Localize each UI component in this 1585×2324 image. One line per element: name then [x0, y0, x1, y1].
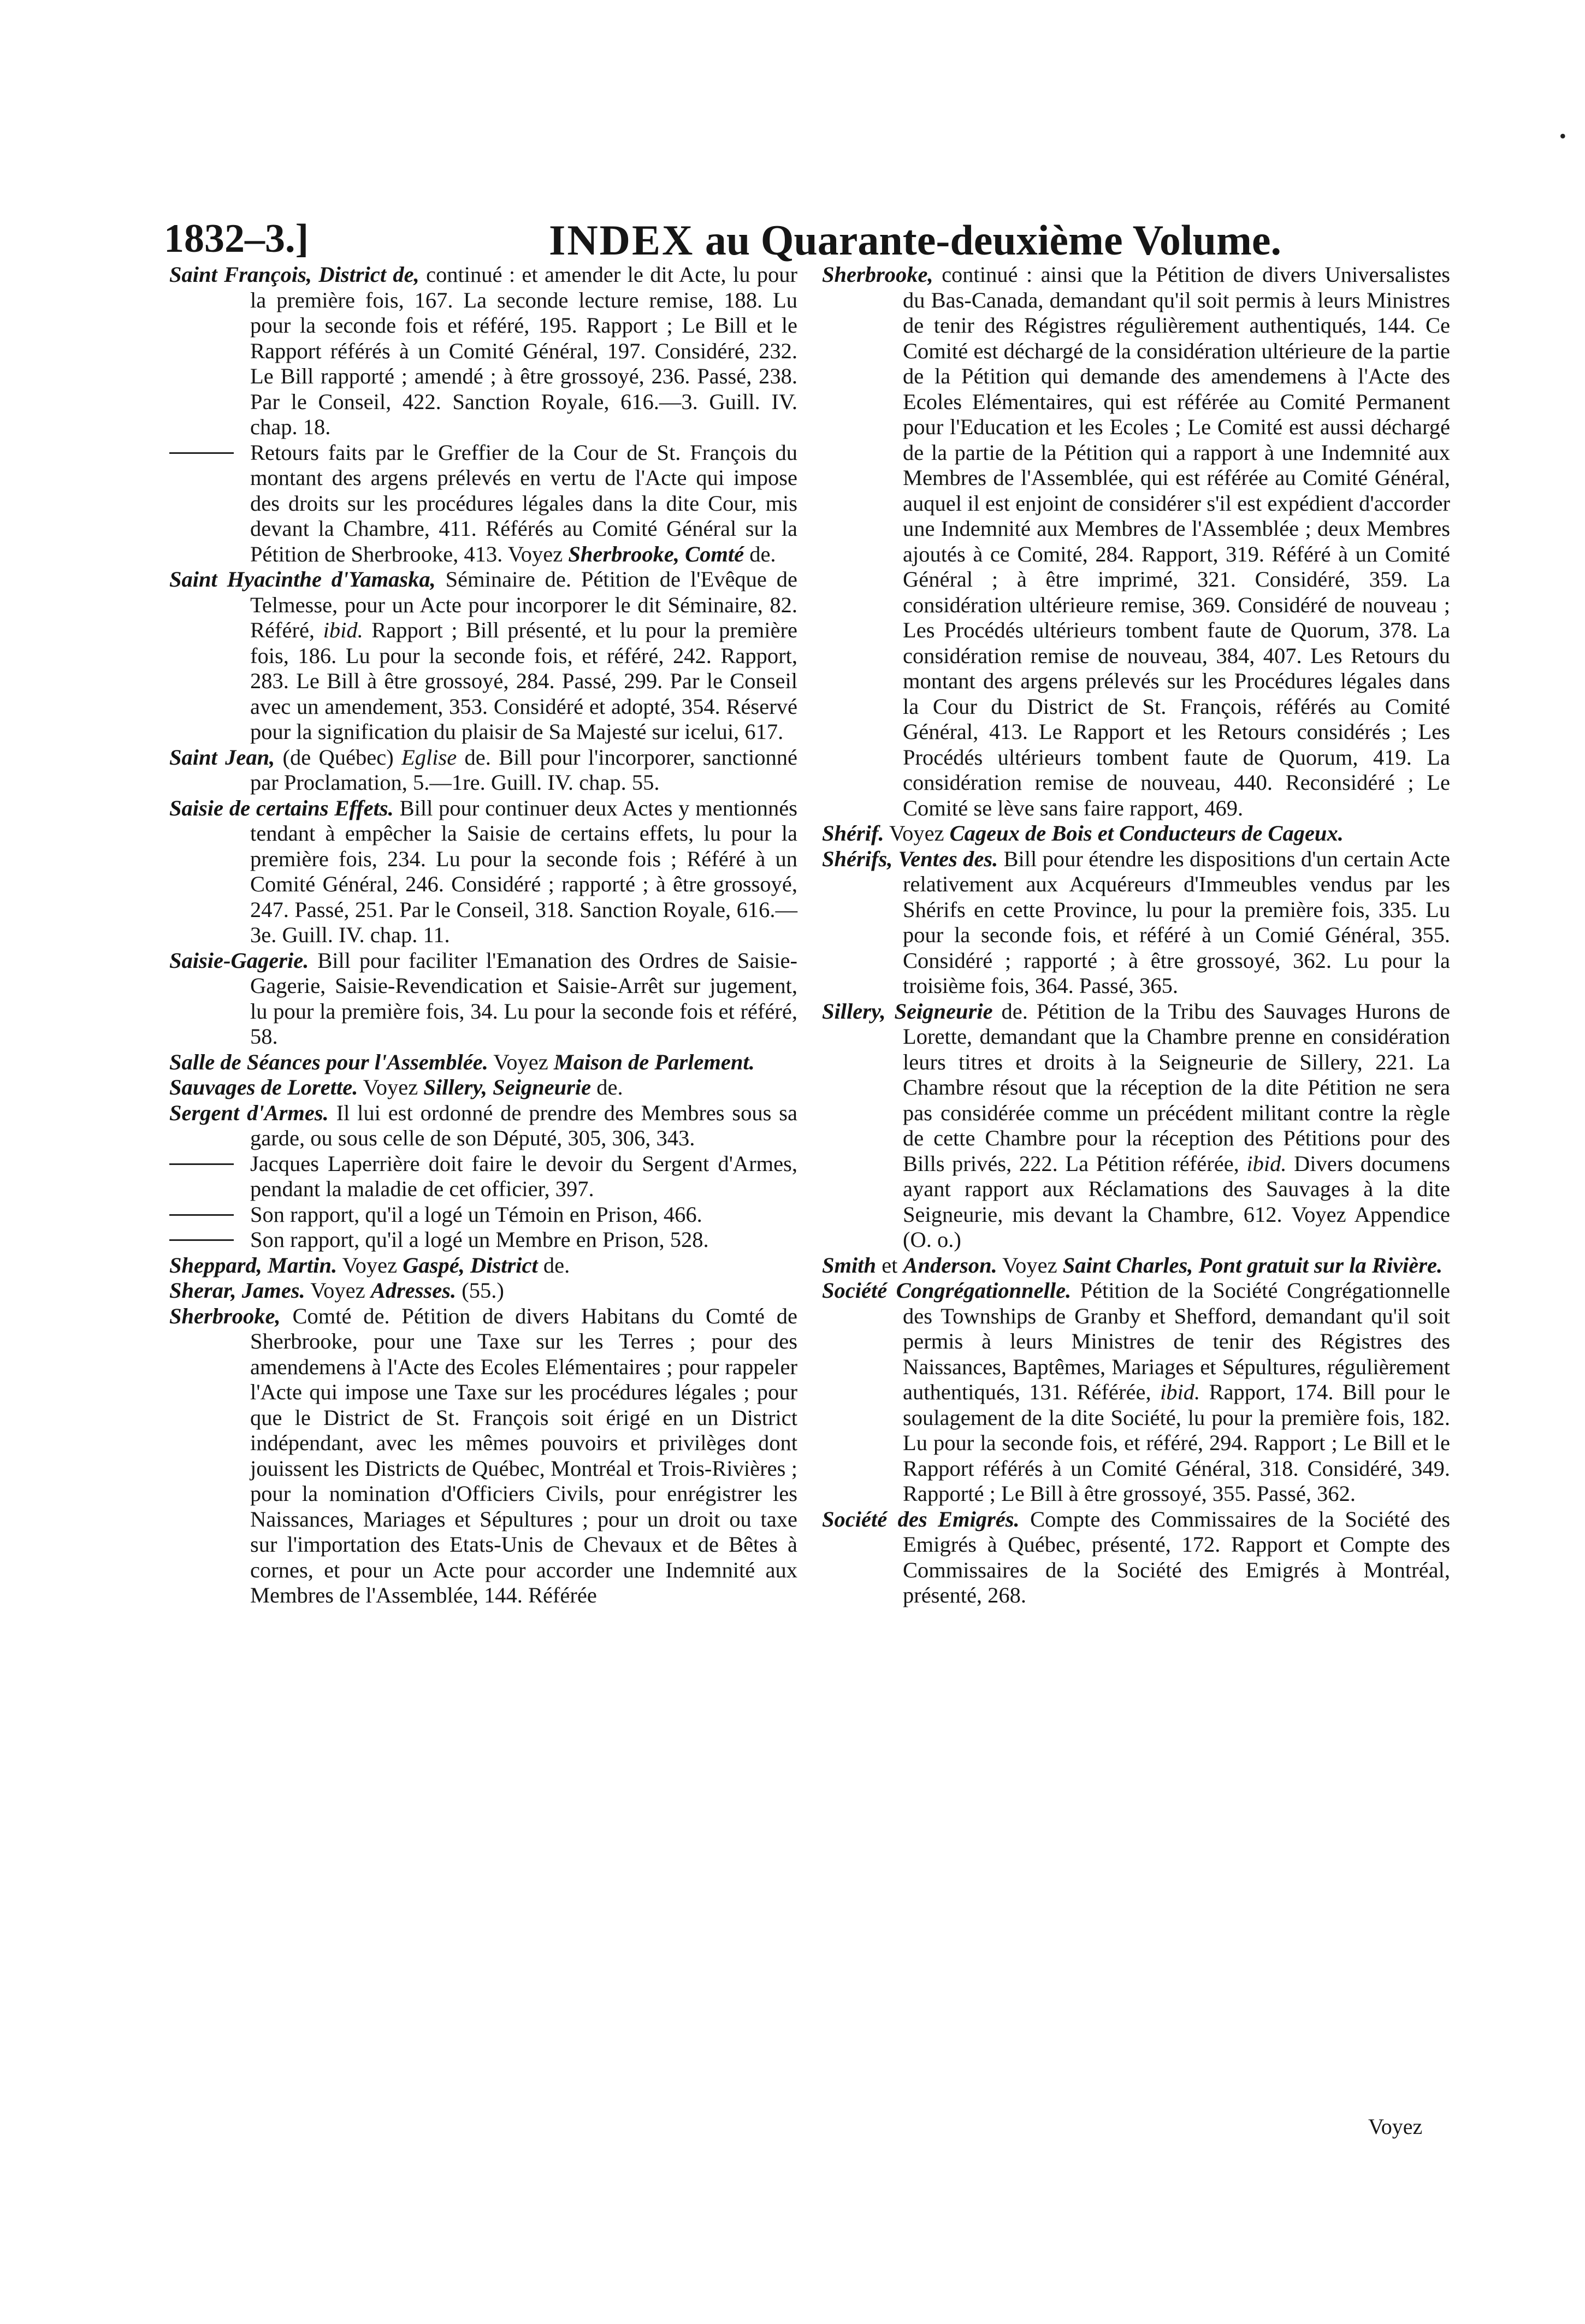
entry-heading: Sergent d'Armes.	[169, 1100, 329, 1125]
entry-text: Pétition de la Société Congrégationnelle des Townships de Granby et Shefford, demandant qu'il soit permis à leurs Ministres de tenir des Régistres des Naissances, Baptêmes, Mariages et Sépultures, régulièrement authentiqués, 131. Référée,	[903, 1278, 1450, 1404]
entry-heading: Shérif.	[822, 821, 884, 845]
entry-text: Bill pour faciliter l'Emanation des Ordres de Saisie-Gagerie, Saisie-Revendication et Saisie-Arrêt sur jugement, lu pour la première fois, 34. Lu pour la seconde fois et référé, 58.	[250, 948, 797, 1049]
entry-text: continué : ainsi que la Pétition de divers Universalistes du Bas-Canada, demandant qu'il soit permis à leurs Ministres de tenir des Régistres régulièrement authentiqués, 144. Ce Comité est déchargé de la considération ultérieure de la partie de la Pétition qui demande des amendemens à l'Acte des Ecoles Elémentaires, qui est référée au Comité Permanent pour l'Education et les Ecoles ; Le Comité est aussi déchargé de la partie de la Pétition qui a rapport à une Indemnité aux Membres de l'Assemblée, qui est référée au Comité Général, auquel il est enjoint de considérer s'il est expédient d'accorder une Indemnité aux Membres de l'Assemblée ; deux Membres ajoutés à ce Comité, 284. Rapport, 319. Référé à un Comité Général ; à être imprimé, 321. Considéré, 359. La considération ultérieure remise, 369. Considéré de nouveau ; Les Procédés ultérieurs tombent faute de Quorum, 378. La considération remise de nouveau, 384, 407. Les Retours du montant des argens prélevés sur les Procédures légales dans la Cour du District de St. François, référés au Comité Général, 413. Le Rapport et les Retours considérés ; Les Procédés ultérieurs tombent faute de Quorum, 419. La considération remise de nouveau, 440. Reconsidéré ; Le Comité se lève sans faire rapport, 469.	[903, 262, 1450, 820]
entry-sauvages-de-lorette	[169, 1075, 797, 1101]
entry-text: Bill pour étendre les dispositions d'un certain Acte relativement aux Acquéreurs d'Immeubles vendus par les Shérifs en cette Province, lu pour la première fois, 335. Lu pour la seconde fois, et référé à un Comié Général, 355. Considéré ; rapporté ; à être grossoyé, 362. Lu pour la troisième fois, 364. Passé, 365.	[903, 846, 1450, 998]
entry-saint-jean	[169, 745, 797, 796]
subentry-laperriere	[169, 1151, 797, 1202]
left-column	[169, 262, 797, 1609]
ibid-ref: ibid.	[1246, 1151, 1287, 1176]
entry-text: Voyez	[488, 1049, 554, 1074]
entry-sillery	[822, 999, 1450, 1253]
entry-text: Son rapport, qu'il a logé un Membre en Prison, 528.	[250, 1227, 709, 1252]
entry-text: de.	[537, 1252, 570, 1278]
entry-saisie-gagerie	[169, 948, 797, 1050]
header-title	[549, 216, 1281, 265]
entry-text: Il lui est ordonné de prendre des Membres sous sa garde, ou sous celle de son Député, 305, 306, 343.	[250, 1100, 797, 1150]
entry-heading: Saint Hyacinthe d'Yamaska,	[169, 567, 436, 592]
entry-heading-2: Anderson.	[903, 1252, 997, 1278]
entry-text: Jacques Laperrière doit faire le devoir du Sergent d'Armes, pendant la maladie de cet officier, 397.	[250, 1151, 797, 1201]
entry-smith-anderson	[822, 1253, 1450, 1279]
entry-heading: Smith	[822, 1252, 877, 1278]
entry-heading: Saisie-Gagerie.	[169, 948, 309, 973]
cross-reference: Adresses.	[370, 1278, 457, 1303]
entry-sergent-d-armes	[169, 1101, 797, 1151]
entry-heading: Société des Emigrés.	[822, 1506, 1020, 1531]
cross-reference: Saint Charles, Pont gratuit sur la Rivière.	[1062, 1252, 1443, 1278]
subentry-temoin-prison	[169, 1202, 797, 1228]
entry-heading: Saint Jean,	[169, 744, 275, 770]
header-title-index: INDEX	[549, 216, 695, 264]
entry-heading: Société Congrégationnelle.	[822, 1278, 1072, 1303]
entry-text: de.	[591, 1075, 623, 1099]
subentry-membre-prison	[169, 1227, 797, 1253]
entry-heading: Sillery, Seigneurie	[822, 998, 993, 1024]
entry-text: (de Québec)	[275, 744, 401, 770]
entry-sherar	[169, 1278, 797, 1304]
ibid-ref: ibid.	[1160, 1380, 1200, 1404]
entry-text: de. Bill pour l'incorporer, sanctionné par Proclamation, 5.—1re. Guill. IV. chap. 55.	[250, 744, 797, 795]
catchword: Voyez	[1368, 2114, 1423, 2139]
entry-heading: Sheppard, Martin.	[169, 1252, 338, 1278]
entry-text: Rapport ; Bill présenté, et lu pour la première fois, 186. Lu pour la seconde fois, et référé, 242. Rapport, 283. Le Bill à être grossoyé, 284. Passé, 299. Par le Conseil avec un amendement, 353. Considéré et adopté, 354. Réservé pour la signification du plaisir de Sa Majesté sur icelui, 617.	[250, 618, 797, 744]
entry-saisie-effets	[169, 796, 797, 948]
entry-heading: Salle de Séances pour l'Assemblée.	[169, 1049, 488, 1074]
entry-heading: Sherbrooke,	[169, 1303, 281, 1328]
entry-heading: Saisie de certains Effets.	[169, 795, 394, 820]
entry-text: Retours faits par le Greffier de la Cour de St. François du montant des argens prélevés en vertu de l'Acte qui impose des droits sur les procédures légales dans la dite Cour, mis devant la Chambre, 411. Référés au Comité Général sur la Pétition de Sherbrooke, 413. Voyez	[250, 440, 797, 566]
entry-text: (55.)	[456, 1278, 504, 1303]
entry-italic: Eglise	[401, 744, 457, 770]
entry-text: Voyez	[358, 1075, 424, 1099]
cross-reference: Maison de Parlement.	[553, 1049, 755, 1074]
cross-reference: Cageux de Bois et Conducteurs de Cageux.	[949, 821, 1344, 845]
header-year: 1832–3.]	[164, 216, 309, 261]
cross-reference: Gaspé, District	[403, 1252, 538, 1278]
dash-rule	[169, 1239, 234, 1241]
subentry-retours	[169, 440, 797, 567]
entry-text: Compte des Commissaires de la Société des Emigrés à Québec, présenté, 172. Rapport et Compte des Commissaires de la Société des Emigrés à Montréal, présenté, 268.	[903, 1506, 1450, 1607]
dash-rule	[169, 452, 234, 454]
entry-text: Séminaire de. Pétition de l'Evêque de Telmesse, pour un Acte pour incorporer le dit Séminaire, 82. Référé,	[250, 567, 798, 642]
right-column	[822, 262, 1450, 1609]
ibid-ref: ibid.	[323, 618, 363, 642]
cross-reference: Sillery, Seigneurie	[423, 1075, 592, 1099]
entry-societe-congregationnelle	[822, 1278, 1450, 1507]
cross-reference: Sherbrooke, Comté	[568, 541, 744, 566]
entry-sherbrooke-comte	[169, 1304, 797, 1609]
entry-text: Bill pour continuer deux Actes y mentionnés tendant à empêcher la Saisie de certains effets, lu pour la première fois, 234. Lu pour la seconde fois ; Référé à un Comité Général, 246. Considéré ; rapporté ; à être grossoyé, 247. Passé, 251. Par le Conseil, 318. Sanction Royale, 616.—3e. Guill. IV. chap. 11.	[250, 795, 797, 947]
entry-salle-de-seances	[169, 1050, 797, 1075]
entry-heading: Saint François, District de,	[169, 262, 419, 287]
entry-text: Voyez	[337, 1252, 403, 1278]
entry-text: Rapport, 174. Bill pour le soulagement de la dite Société, lu pour la première fois, 182. Lu pour la seconde fois, et référé, 294. Rapport ; Le Bill et le Rapport référés à un Comité Général, 318. Considéré, 349. Rapporté ; Le Bill à être grossoyé, 355. Passé, 362.	[903, 1380, 1450, 1506]
entry-sherif	[822, 821, 1450, 847]
entry-text: Son rapport, qu'il a logé un Témoin en Prison, 466.	[250, 1202, 702, 1227]
entry-text: Voyez	[305, 1278, 371, 1303]
entry-text: et	[876, 1252, 903, 1278]
entry-text: continué : et amender le dit Acte, lu pour la première fois, 167. La seconde lecture remise, 188. Lu pour la seconde fois et référé, 195. Rapport ; Le Bill et le Rapport référés à un Comité Général, 197. Considéré, 232. Le Bill rapporté ; amendé ; à être grossoyé, 236. Passé, 238. Par le Conseil, 422. Sanction Royale, 616.—3. Guill. IV. chap. 18.	[250, 262, 797, 439]
entry-heading: Shérifs, Ventes des.	[822, 846, 998, 871]
entry-text: Voyez	[997, 1252, 1063, 1278]
entry-saint-francois	[169, 262, 797, 440]
dash-rule	[169, 1163, 234, 1165]
entry-sherbrooke-continue	[822, 262, 1450, 821]
entry-text: Divers documens ayant rapport aux Réclamations des Sauvages à la dite Seigneurie, mis devant la Chambre, 612. Voyez Appendice (O. o.)	[903, 1151, 1450, 1252]
corner-mark: •	[1559, 125, 1566, 147]
entry-saint-hyacinthe	[169, 567, 797, 745]
entry-text: de.	[744, 541, 776, 566]
entry-text: de. Pétition de la Tribu des Sauvages Hurons de Lorette, demandant que la Chambre prenne en considération leurs titres et droits à la Seigneurie de Sillery, 221. La Chambre résout que la réception de la dite Pétition ne sera pas considérée comme un précédent militant contre la règle de cette Chambre pour la réception des Pétitions pour des Bills privés, 222. La Pétition référée,	[903, 998, 1450, 1176]
entry-societe-des-emigres	[822, 1507, 1450, 1609]
entry-heading: Sauvages de Lorette.	[169, 1075, 358, 1099]
entry-heading: Sherbrooke,	[822, 262, 933, 287]
header-title-rest: au Quarante-deuxième Volume.	[694, 216, 1282, 264]
entry-sherifs-ventes	[822, 847, 1450, 999]
entry-sheppard	[169, 1253, 797, 1279]
entry-text: Voyez	[884, 821, 950, 845]
entry-heading: Sherar, James.	[169, 1278, 305, 1303]
entry-text: Comté de. Pétition de divers Habitans du Comté de Sherbrooke, pour une Taxe sur les Terres ; pour des amendemens à l'Acte des Ecoles Elémentaires ; pour rappeler l'Acte qui impose une Taxe sur les procédures légales ; pour que le District de St. François soit érigé en un District indépendant, avec les mêmes pouvoirs et privilèges dont jouissent les Districts de Québec, Montréal et Trois-Rivières ; pour la nomination d'Officiers Civils, pour enrégistrer les Naissances, Mariages et Sépultures ; pour un droit ou taxe sur l'importation des Etats-Unis de Chevaux et de Bêtes à cornes, et pour un Acte pour accorder une Indemnité aux Membres de l'Assemblée, 144. Référée	[250, 1303, 797, 1607]
dash-rule	[169, 1214, 234, 1216]
